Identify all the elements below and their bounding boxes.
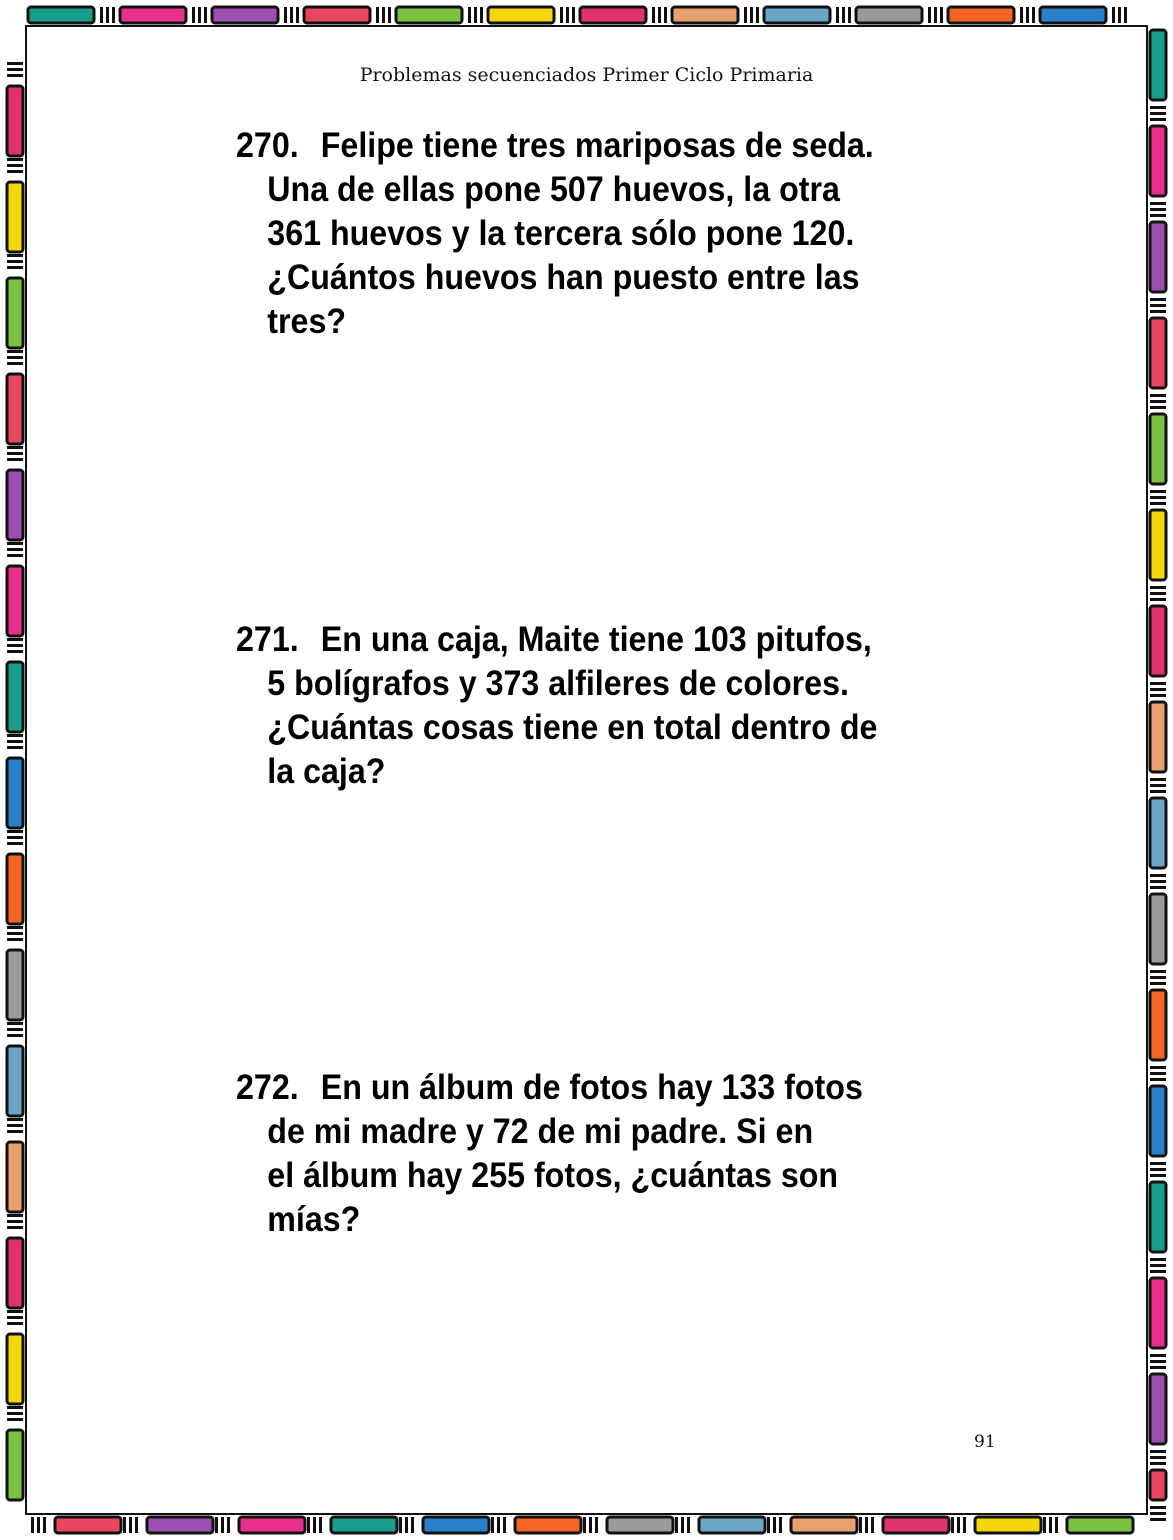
- border-tick: [963, 1517, 966, 1533]
- border-tick: [1150, 400, 1166, 403]
- border-tick: [1055, 1517, 1058, 1533]
- border-tick: [583, 1517, 586, 1533]
- border-tick: [7, 266, 23, 269]
- problem-text-line: ¿Cuántas cosas tiene en total dentro de: [267, 708, 878, 747]
- problem-first-line: [236, 1066, 917, 1110]
- border-segment: [1150, 318, 1166, 388]
- border-tick: [7, 260, 23, 263]
- border-tick: [7, 1028, 23, 1031]
- border-tick: [399, 1517, 402, 1533]
- border-tick: [1150, 880, 1166, 883]
- border-segment: [55, 1517, 121, 1533]
- border-tick: [313, 1517, 316, 1533]
- border-tick: [7, 836, 23, 839]
- border-tick: [1043, 1517, 1046, 1533]
- border-segment: [28, 7, 94, 23]
- border-segment: [1067, 1517, 1133, 1533]
- border-tick: [1118, 7, 1121, 23]
- border-tick: [1150, 694, 1166, 697]
- border-tick: [848, 7, 851, 23]
- problem-text-line: Una de ellas pone 507 huevos, la otra: [267, 170, 840, 209]
- problem-text-line: En una caja, Maite tiene 103 pitufos,: [320, 620, 872, 659]
- border-segment: [1150, 1086, 1166, 1156]
- border-tick: [681, 1517, 684, 1533]
- border-tick: [1150, 982, 1166, 985]
- border-tick: [112, 7, 115, 23]
- problem-text-line: 5 bolígrafos y 373 alfileres de colores.: [267, 664, 849, 703]
- border-tick: [767, 1517, 770, 1533]
- border-segment: [7, 1238, 23, 1308]
- problem-first-line: [236, 618, 917, 662]
- border-segment: [1150, 894, 1166, 964]
- border-tick: [572, 7, 575, 23]
- border-tick: [7, 158, 23, 161]
- border-segment: [423, 1517, 489, 1533]
- problem-first-line: [236, 124, 917, 168]
- border-tick: [1150, 592, 1166, 595]
- border-tick: [307, 1517, 310, 1533]
- border-segment: [7, 278, 23, 348]
- border-segment: [7, 1142, 23, 1212]
- border-tick: [1150, 1518, 1166, 1521]
- border-tick: [934, 7, 937, 23]
- border-tick: [928, 7, 931, 23]
- border-segment: [331, 1517, 397, 1533]
- border-tick: [1150, 214, 1166, 217]
- border-tick: [1150, 1270, 1166, 1273]
- problem-text-line: ¿Cuántos huevos han puesto entre las: [267, 258, 860, 297]
- border-tick: [7, 452, 23, 455]
- border-segment: [7, 662, 23, 732]
- border-tick: [1150, 688, 1166, 691]
- border-tick: [7, 926, 23, 929]
- border-tick: [227, 1517, 230, 1533]
- border-segment: [212, 7, 278, 23]
- border-tick: [474, 7, 477, 23]
- border-tick: [7, 1022, 23, 1025]
- border-segment: [7, 758, 23, 828]
- border-segment: [7, 950, 23, 1020]
- border-tick: [468, 7, 471, 23]
- border-tick: [842, 7, 845, 23]
- border-tick: [957, 1517, 960, 1533]
- problem-text-line: En un álbum de fotos hay 133 fotos: [320, 1068, 863, 1107]
- border-tick: [7, 254, 23, 257]
- border-segment: [515, 1517, 581, 1533]
- border-tick: [865, 1517, 868, 1533]
- border-tick: [376, 7, 379, 23]
- border-tick: [123, 1517, 126, 1533]
- border-tick: [871, 1517, 874, 1533]
- border-tick: [1150, 1512, 1166, 1515]
- border-tick: [284, 7, 287, 23]
- border-segment: [1150, 606, 1166, 676]
- border-tick: [1150, 1450, 1166, 1453]
- border-tick: [658, 7, 661, 23]
- border-segment: [488, 7, 554, 23]
- border-tick: [204, 7, 207, 23]
- border-tick: [7, 350, 23, 353]
- border-segment: [304, 7, 370, 23]
- problem-271: [236, 618, 917, 794]
- border-tick: [589, 1517, 592, 1533]
- border-tick: [1150, 1366, 1166, 1369]
- border-tick: [491, 1517, 494, 1533]
- border-tick: [7, 1130, 23, 1133]
- border-segment: [883, 1517, 949, 1533]
- border-segment: [948, 7, 1014, 23]
- border-tick: [1150, 778, 1166, 781]
- border-tick: [1150, 118, 1166, 121]
- border-tick: [7, 362, 23, 365]
- border-segment: [1150, 510, 1166, 580]
- border-segment: [7, 1430, 23, 1500]
- border-segment: [239, 1517, 305, 1533]
- border-tick: [1150, 502, 1166, 505]
- border-tick: [1150, 1162, 1166, 1165]
- border-segment: [699, 1517, 765, 1533]
- border-tick: [675, 1517, 678, 1533]
- border-tick: [7, 1034, 23, 1037]
- border-tick: [7, 1220, 23, 1223]
- border-segment: [147, 1517, 213, 1533]
- border-tick: [215, 1517, 218, 1533]
- border-tick: [7, 446, 23, 449]
- border-tick: [1112, 7, 1115, 23]
- border-tick: [1150, 586, 1166, 589]
- border-tick: [7, 842, 23, 845]
- border-tick: [756, 7, 759, 23]
- border-tick: [687, 1517, 690, 1533]
- border-tick: [750, 7, 753, 23]
- border-tick: [106, 7, 109, 23]
- problem-number: 270.: [236, 126, 299, 165]
- border-segment: [1150, 126, 1166, 196]
- border-segment: [1150, 702, 1166, 772]
- border-segment: [7, 182, 23, 252]
- border-tick: [7, 542, 23, 545]
- problem-text-line: mías?: [267, 1200, 361, 1239]
- border-segment: [1150, 1374, 1166, 1444]
- border-segment: [580, 7, 646, 23]
- border-tick: [595, 1517, 598, 1533]
- border-segment: [1150, 1182, 1166, 1252]
- problem-text-line: tres?: [267, 302, 347, 341]
- border-segment: [7, 1334, 23, 1404]
- problem-270: [236, 124, 917, 344]
- border-segment: [120, 7, 186, 23]
- border-tick: [859, 1517, 862, 1533]
- problem-272: [236, 1066, 917, 1242]
- border-tick: [7, 1124, 23, 1127]
- border-tick: [1150, 1456, 1166, 1459]
- border-tick: [7, 1118, 23, 1121]
- border-tick: [1150, 886, 1166, 889]
- border-tick: [7, 1412, 23, 1415]
- border-tick: [1150, 598, 1166, 601]
- border-segment: [1150, 990, 1166, 1060]
- border-tick: [1150, 202, 1166, 205]
- border-tick: [652, 7, 655, 23]
- border-tick: [1150, 1072, 1166, 1075]
- border-tick: [405, 1517, 408, 1533]
- border-segment: [1150, 414, 1166, 484]
- border-tick: [1150, 496, 1166, 499]
- border-tick: [7, 644, 23, 647]
- border-tick: [7, 746, 23, 749]
- border-segment: [764, 7, 830, 23]
- border-segment: [791, 1517, 857, 1533]
- border-tick: [480, 7, 483, 23]
- border-tick: [411, 1517, 414, 1533]
- border-segment: [7, 854, 23, 924]
- border-tick: [503, 1517, 506, 1533]
- border-tick: [1150, 874, 1166, 877]
- border-tick: [7, 1310, 23, 1313]
- border-tick: [1150, 976, 1166, 979]
- border-segment: [1150, 1278, 1166, 1348]
- border-tick: [1150, 1258, 1166, 1261]
- border-tick: [1150, 310, 1166, 313]
- border-segment: [856, 7, 922, 23]
- problem-text-line: el álbum hay 255 fotos, ¿cuántas son: [267, 1156, 839, 1195]
- border-tick: [1020, 7, 1023, 23]
- border-tick: [1150, 790, 1166, 793]
- border-tick: [1150, 784, 1166, 787]
- border-tick: [221, 1517, 224, 1533]
- border-tick: [7, 932, 23, 935]
- border-tick: [7, 740, 23, 743]
- border-tick: [1150, 1506, 1166, 1509]
- border-segment: [1150, 798, 1166, 868]
- border-segment: [7, 374, 23, 444]
- border-segment: [975, 1517, 1041, 1533]
- border-segment: [1150, 1470, 1166, 1500]
- border-tick: [198, 7, 201, 23]
- border-tick: [1150, 304, 1166, 307]
- border-tick: [7, 1316, 23, 1319]
- page-header: Problemas secuenciados Primer Ciclo Primaria: [359, 64, 814, 86]
- border-tick: [1150, 1462, 1166, 1465]
- border-tick: [7, 458, 23, 461]
- border-segment: [396, 7, 462, 23]
- border-tick: [1150, 1354, 1166, 1357]
- border-tick: [7, 1226, 23, 1229]
- problem-text-line: 361 huevos y la tercera sólo pone 120.: [267, 214, 855, 253]
- border-tick: [1124, 7, 1127, 23]
- border-tick: [836, 7, 839, 23]
- border-segment: [607, 1517, 673, 1533]
- border-tick: [664, 7, 667, 23]
- problem-number: 271.: [236, 620, 299, 659]
- border-segment: [7, 1046, 23, 1116]
- border-tick: [7, 170, 23, 173]
- border-tick: [7, 650, 23, 653]
- border-tick: [135, 1517, 138, 1533]
- problem-text-line: la caja?: [267, 752, 386, 791]
- border-segment: [7, 86, 23, 156]
- border-tick: [290, 7, 293, 23]
- border-segment: [7, 566, 23, 636]
- border-tick: [1150, 394, 1166, 397]
- border-tick: [1150, 1264, 1166, 1267]
- border-tick: [1150, 970, 1166, 973]
- border-tick: [7, 830, 23, 833]
- border-tick: [1150, 298, 1166, 301]
- border-tick: [43, 1517, 46, 1533]
- border-tick: [1032, 7, 1035, 23]
- border-tick: [1150, 106, 1166, 109]
- border-tick: [1150, 1360, 1166, 1363]
- border-tick: [37, 1517, 40, 1533]
- border-tick: [497, 1517, 500, 1533]
- border-tick: [296, 7, 299, 23]
- border-tick: [1150, 1174, 1166, 1177]
- border-tick: [388, 7, 391, 23]
- border-tick: [31, 1517, 34, 1533]
- page-number: 91: [974, 1432, 996, 1452]
- border-tick: [129, 1517, 132, 1533]
- border-tick: [940, 7, 943, 23]
- border-tick: [744, 7, 747, 23]
- border-segment: [672, 7, 738, 23]
- problem-number: 272.: [236, 1068, 299, 1107]
- border-tick: [1150, 1078, 1166, 1081]
- border-tick: [319, 1517, 322, 1533]
- problem-text-line: de mi madre y 72 de mi padre. Si en: [267, 1112, 814, 1151]
- border-tick: [7, 938, 23, 941]
- border-tick: [1049, 1517, 1052, 1533]
- border-tick: [7, 638, 23, 641]
- border-tick: [7, 164, 23, 167]
- border-segment: [1040, 7, 1106, 23]
- border-tick: [100, 7, 103, 23]
- border-tick: [7, 548, 23, 551]
- border-tick: [951, 1517, 954, 1533]
- border-tick: [1150, 208, 1166, 211]
- border-tick: [1150, 112, 1166, 115]
- border-segment: [1150, 222, 1166, 292]
- border-tick: [1150, 490, 1166, 493]
- border-tick: [1150, 682, 1166, 685]
- border-tick: [779, 1517, 782, 1533]
- problem-text-line: Felipe tiene tres mariposas de seda.: [320, 126, 874, 165]
- border-tick: [7, 1406, 23, 1409]
- border-tick: [1150, 406, 1166, 409]
- border-segment: [7, 470, 23, 540]
- border-tick: [1150, 1168, 1166, 1171]
- border-tick: [7, 554, 23, 557]
- border-tick: [7, 356, 23, 359]
- border-tick: [7, 1214, 23, 1217]
- border-tick: [382, 7, 385, 23]
- border-tick: [560, 7, 563, 23]
- border-tick: [1026, 7, 1029, 23]
- border-tick: [7, 1418, 23, 1421]
- border-tick: [773, 1517, 776, 1533]
- border-tick: [7, 1322, 23, 1325]
- border-tick: [7, 734, 23, 737]
- border-tick: [1150, 1066, 1166, 1069]
- border-tick: [192, 7, 195, 23]
- border-tick: [566, 7, 569, 23]
